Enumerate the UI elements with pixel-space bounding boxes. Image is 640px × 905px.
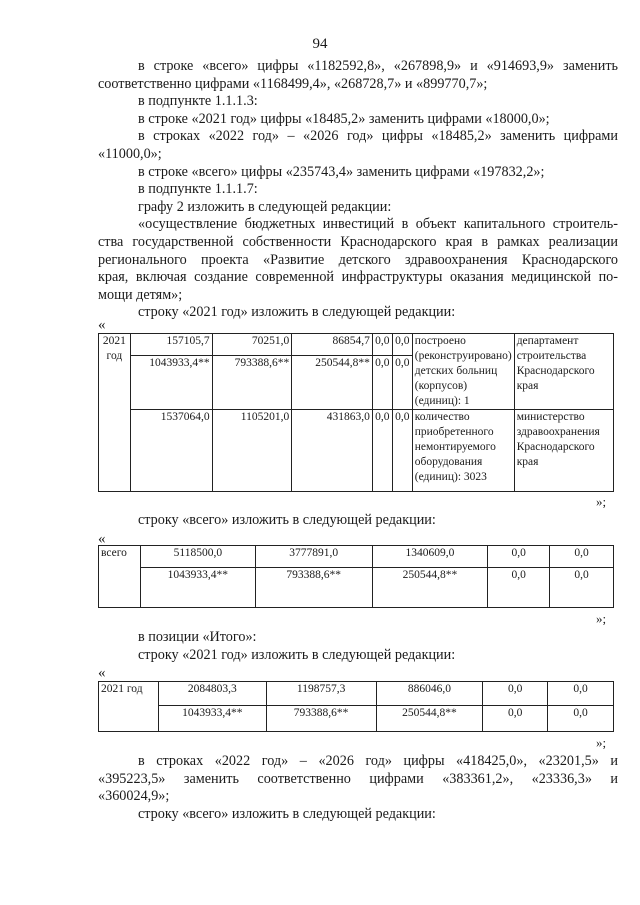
- table-cell: 1043933,4**: [130, 356, 212, 410]
- table-cell: 3777891,0: [255, 546, 372, 568]
- table-cell: 1043933,4**: [140, 568, 255, 608]
- paragraph: в строке «всего» цифры «1182592,8», «267898,9» и «914693,9» заменить: [138, 58, 618, 74]
- paragraph: в строке «2021 год» цифры «18485,2» заменить цифрами «18000,0»;: [138, 110, 550, 127]
- paragraph: строку «2021 год» изложить в следующей редакции:: [138, 646, 456, 663]
- closing-quote: »;: [596, 494, 607, 509]
- paragraph: графу 2 изложить в следующей редакции:: [138, 198, 392, 215]
- table-cell: 5118500,0: [140, 546, 255, 568]
- table-cell: 1105201,0: [212, 410, 292, 492]
- table-cell: 0,0: [372, 356, 392, 410]
- row-label-cell: всего: [99, 546, 141, 608]
- table-cell: 0,0: [550, 568, 614, 608]
- opening-quote: «: [98, 531, 106, 547]
- paragraph: ства государственной собственности Краснодарского края в рамках реализации: [98, 233, 618, 250]
- table-cell: 1043933,4**: [158, 706, 266, 732]
- paragraph: в подпункте 1.1.1.7:: [138, 181, 258, 198]
- paragraph: «360024,9»;: [98, 788, 170, 805]
- table-cell: 86854,7: [292, 334, 373, 356]
- paragraph: в строках «2022 год» – «2026 год» цифры «418425,0», «23201,5» и: [138, 753, 618, 769]
- paragraph: в строке «всего» цифры «235743,4» заменить цифрами «197832,2»;: [138, 163, 545, 180]
- paragraph: строку «всего» изложить в следующей редакции:: [138, 512, 436, 528]
- indicator-cell: построено (реконструировано) детских больниц (корпусов) (единиц): 1: [412, 334, 514, 410]
- table-cell: 793388,6**: [255, 568, 372, 608]
- table-total: [98, 545, 614, 608]
- table-cell: 431863,0: [292, 410, 373, 492]
- instruction-text: [98, 512, 618, 530]
- table-cell: 2084803,3: [158, 682, 266, 706]
- table-itogo-2021: [98, 681, 614, 732]
- opening-quote: «: [98, 665, 106, 681]
- table-cell: 0,0: [488, 568, 550, 608]
- table-cell: 1340609,0: [372, 546, 488, 568]
- outro-text: [98, 753, 618, 823]
- paragraph: строку «всего» изложить в следующей редакции:: [138, 805, 436, 822]
- table-cell: 157105,7: [130, 334, 212, 356]
- closing-quote: »;: [596, 735, 607, 750]
- table-cell: 70251,0: [212, 334, 292, 356]
- paragraph: «11000,0»;: [98, 145, 162, 162]
- executor-cell: департамент строительства Краснодарского края: [514, 334, 613, 410]
- table-cell: 1537064,0: [130, 410, 212, 492]
- table-cell: 793388,6**: [212, 356, 292, 410]
- table-cell: 0,0: [483, 682, 548, 706]
- table-cell: 0,0: [548, 682, 614, 706]
- table-cell: 0,0: [550, 546, 614, 568]
- paragraph: в подпункте 1.1.1.3:: [138, 93, 258, 110]
- table-cell: 1198757,3: [266, 682, 376, 706]
- table-cell: 793388,6**: [266, 706, 376, 732]
- year-cell: 2021 год: [99, 334, 131, 492]
- table-cell: 0,0: [548, 706, 614, 732]
- table-cell: 886046,0: [376, 682, 483, 706]
- paragraph: строку «2021 год» изложить в следующей редакции:: [138, 304, 456, 321]
- table-cell: 0,0: [488, 546, 550, 568]
- indicator-cell: количество приобретенного немонтируемого оборудования (единиц): 3023: [412, 410, 514, 492]
- instruction-text: [98, 629, 618, 664]
- table-2021: [98, 333, 614, 492]
- paragraph: соответственно цифрами «1168499,4», «268728,7» и «899770,7»;: [98, 75, 488, 92]
- paragraph: «осуществление бюджетных инвестиций в объект капитального строитель-: [138, 216, 618, 233]
- page-number: 94: [312, 36, 328, 52]
- table-cell: 0,0: [483, 706, 548, 732]
- table-cell: 0,0: [372, 410, 392, 492]
- table-cell: 0,0: [392, 410, 412, 492]
- table-cell: 250544,8**: [372, 568, 488, 608]
- table-cell: 250544,8**: [292, 356, 373, 410]
- row-label-cell: 2021 год: [99, 682, 159, 732]
- executor-cell: министерство здравоохранения Краснодарского края: [514, 410, 613, 492]
- paragraph: в позиции «Итого»:: [138, 629, 257, 645]
- paragraph: мощи детям»;: [98, 286, 183, 303]
- paragraph: регионального проекта «Развитие детского здравоохранения Краснодарского: [98, 251, 618, 268]
- table-cell: 0,0: [392, 356, 412, 410]
- paragraph: в строках «2022 год» – «2026 год» цифры «18485,2» заменить цифрами: [138, 128, 618, 145]
- opening-quote: «: [98, 317, 106, 333]
- paragraph: края, включая создание современной инфраструктуры оказания медицинской по-: [98, 269, 618, 286]
- closing-quote: »;: [596, 611, 607, 626]
- table-cell: 0,0: [392, 334, 412, 356]
- paragraph: «395223,5» заменить соответственно цифрами «383361,2», «23336,3» и: [98, 770, 618, 787]
- table-cell: 0,0: [372, 334, 392, 356]
- table-cell: 250544,8**: [376, 706, 483, 732]
- intro-text: [98, 58, 618, 322]
